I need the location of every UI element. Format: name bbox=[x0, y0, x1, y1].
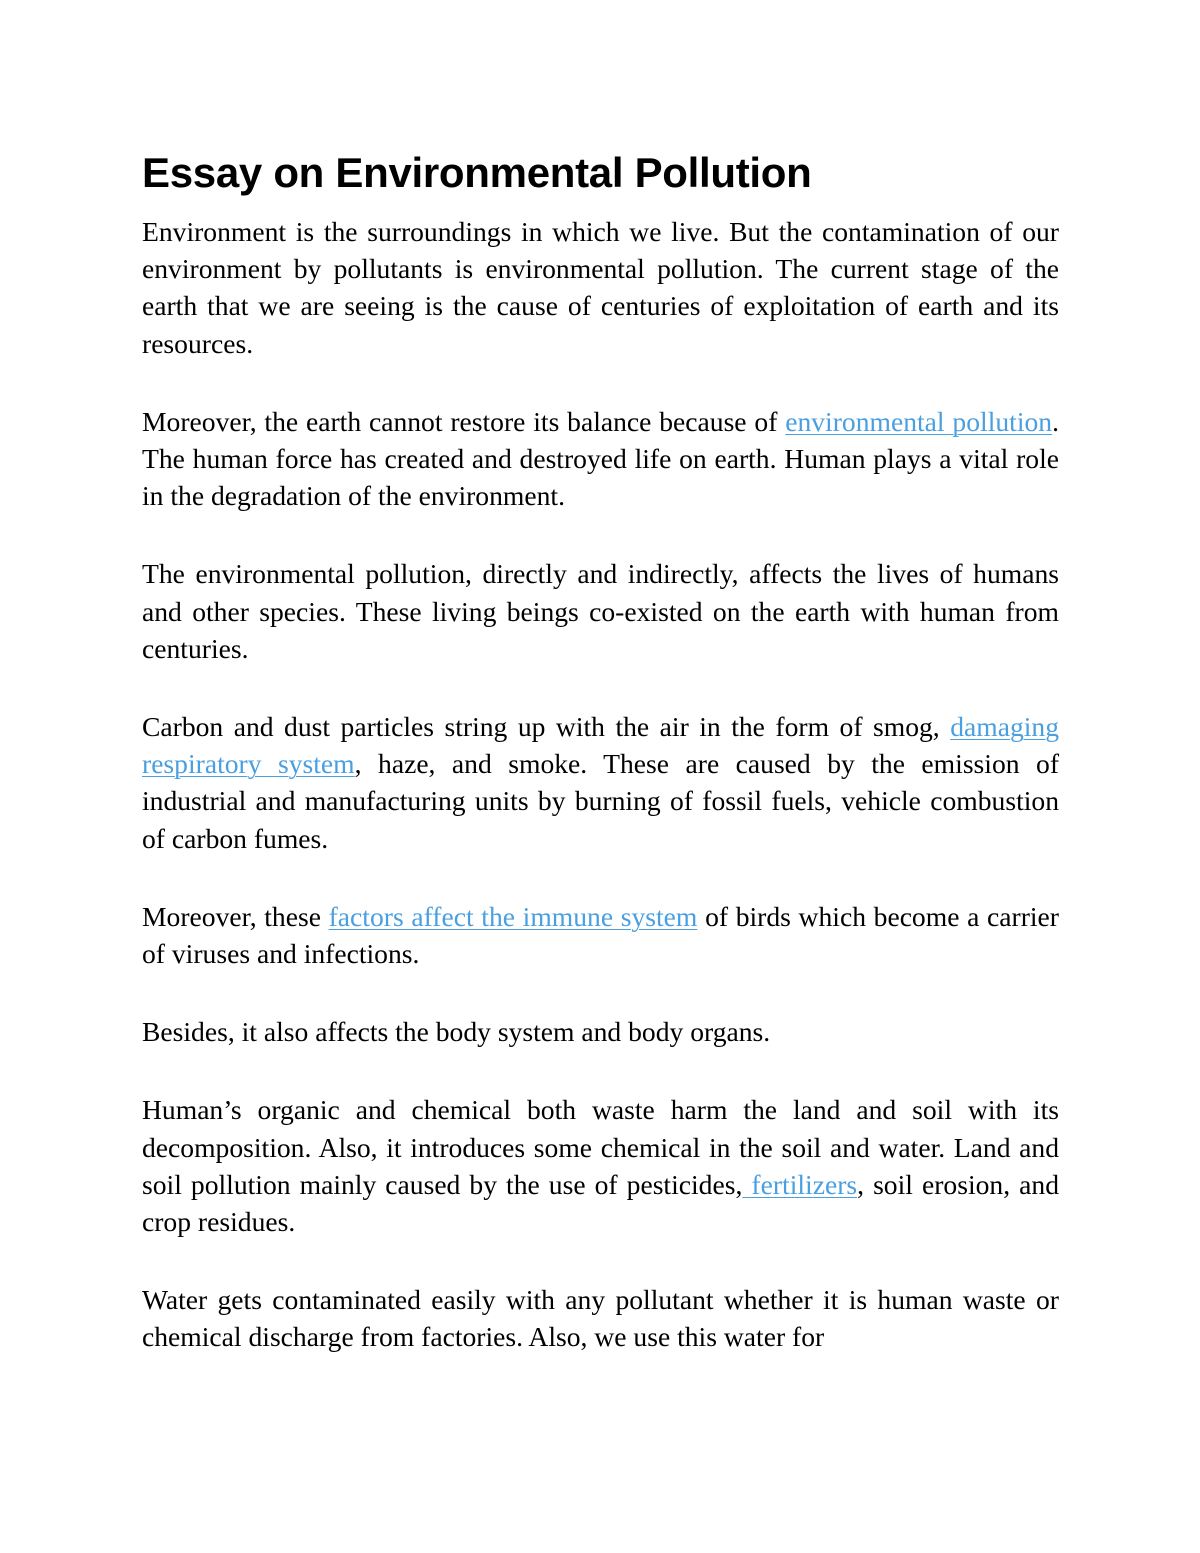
paragraph-7-text-after: , soil erosion, and crop residues. bbox=[142, 1168, 1059, 1238]
paragraph-3-text: The environmental pollution, directly and indirectly, affects the lives of humans and other species. These living beings co-existed on the earth with human from centuries. bbox=[142, 558, 1059, 664]
paragraph-4-text-before: Carbon and dust particles string up with the air in the form of smog, bbox=[142, 711, 951, 743]
paragraph-5-text-after: of birds which become a carrier of viruses and infections. bbox=[142, 900, 1059, 970]
immune-system-link[interactable]: factors affect the immune system bbox=[328, 900, 698, 932]
paragraph-2-text-before: Moreover, the earth cannot restore its balance because of bbox=[142, 405, 786, 437]
paragraph-7-text-before: Human’s organic and chemical both waste harm the land and soil with its decomposition. Also, it introduces some chemical in the soil and water. Land and soil pollution mainly caused by the use of pesticides, bbox=[142, 1094, 1059, 1200]
paragraph-4-text-after: , haze, and smoke. These are caused by the emission of industrial and manufacturing units by burning of fossil fuels, vehicle combustion of carbon fumes. bbox=[142, 748, 1060, 854]
paragraph-2-text-after: . The human force has created and destroyed life on earth. Human plays a vital role in the degradation of the environment. bbox=[142, 405, 1059, 512]
paragraph-4 bbox=[142, 708, 1059, 857]
environmental-pollution-link[interactable]: environmental pollution bbox=[785, 405, 1053, 437]
paragraph-6-text: Besides, it also affects the body system and body organs. bbox=[142, 1016, 771, 1048]
paragraph-3 bbox=[142, 555, 1059, 667]
paragraph-1 bbox=[142, 213, 1059, 362]
paragraph-2 bbox=[142, 403, 1059, 515]
fertilizers-link[interactable]: fertilizers bbox=[742, 1168, 858, 1200]
damaging-respiratory-system-link[interactable]: damaging respiratory system bbox=[142, 711, 1059, 780]
document-body bbox=[142, 147, 1059, 1397]
paragraph-8 bbox=[142, 1281, 1059, 1355]
paragraph-7 bbox=[142, 1091, 1059, 1240]
paragraph-6 bbox=[142, 1013, 1059, 1050]
paragraph-5 bbox=[142, 898, 1059, 972]
paragraph-5-text-before: Moreover, these bbox=[142, 900, 329, 932]
paragraph-8-text: Water gets contaminated easily with any pollutant whether it is human waste or chemical discharge from factories. Also, we use this water for bbox=[142, 1284, 1059, 1353]
essay-title: Essay on Environmental Pollution bbox=[142, 149, 812, 196]
paragraph-1-text: Environment is the surroundings in which we live. But the contamination of our environment by pollutants is environmental pollution. The current stage of the earth that we are seeing is the cause of centuries of exploitation of earth and its resources. bbox=[142, 216, 1059, 359]
